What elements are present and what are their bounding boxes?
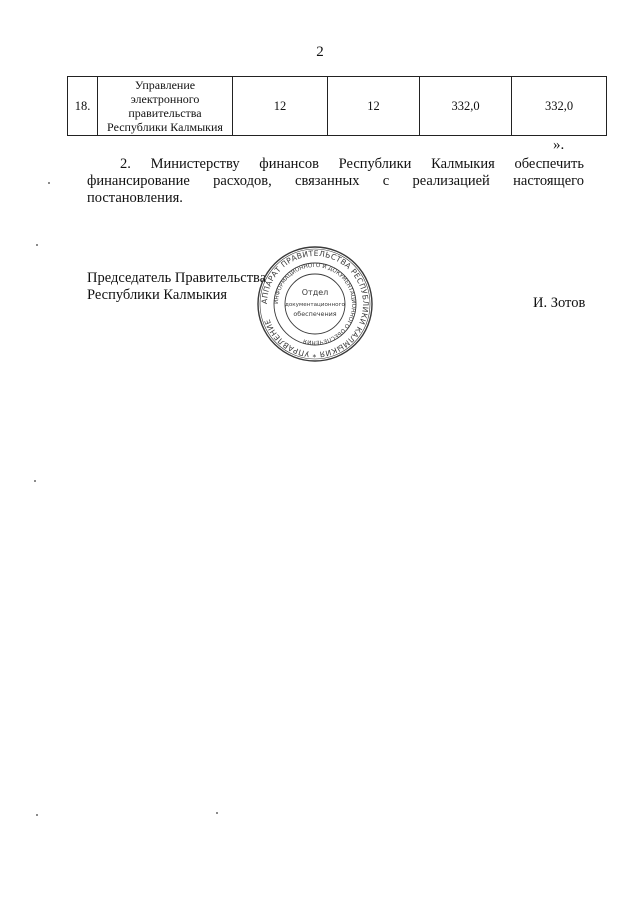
budget-table — [67, 76, 607, 136]
official-seal — [255, 244, 375, 364]
table-row — [68, 77, 607, 136]
seal-outer-text: АППАРАТ ПРАВИТЕЛЬСТВА РЕСПУБЛИКИ КАЛМЫКИЯ * УПРАВЛЕНИЕ — [259, 248, 371, 360]
table-cell: 12 — [328, 77, 420, 136]
organization-name-line: электронного — [130, 92, 200, 106]
scan-speck — [36, 244, 38, 246]
paragraph-item-2: 2. Министерству финансов Республики Калмыкия обеспечить финансирование расходов, связанных с реализацией настоящего постановления. — [87, 156, 584, 206]
seal-inner-text: ИНФОРМАЦИОННОГО И ДОКУМЕНТАЦИОННОГО ОБЕСПЕЧЕНИЯ — [273, 262, 357, 346]
scan-speck — [36, 814, 38, 816]
organization-name-line: Управление — [134, 78, 196, 92]
seal-center-line: Отдел — [301, 288, 329, 297]
table-cell: 332,0 — [420, 77, 512, 136]
table-cell: 332,0 — [512, 77, 607, 136]
scan-speck — [216, 812, 218, 814]
signer-name: И. Зотов — [533, 295, 586, 311]
scan-speck — [34, 480, 36, 482]
signer-title-line: Председатель Правительства — [87, 270, 267, 286]
row-number: 18. — [68, 77, 98, 136]
table-cell: 12 — [233, 77, 328, 136]
scan-speck — [48, 182, 50, 184]
page-number: 2 — [316, 44, 324, 60]
seal-center-line: обеспечения — [293, 310, 337, 318]
organization-name — [98, 77, 233, 136]
organization-name-line: Республики Калмыкия — [107, 120, 223, 134]
seal-center-line: документационного — [285, 302, 345, 308]
signer-title-line: Республики Калмыкия — [87, 287, 228, 303]
signer-title — [87, 270, 266, 304]
closing-quote: ». — [553, 137, 565, 153]
organization-name-line: правительства — [128, 106, 202, 120]
